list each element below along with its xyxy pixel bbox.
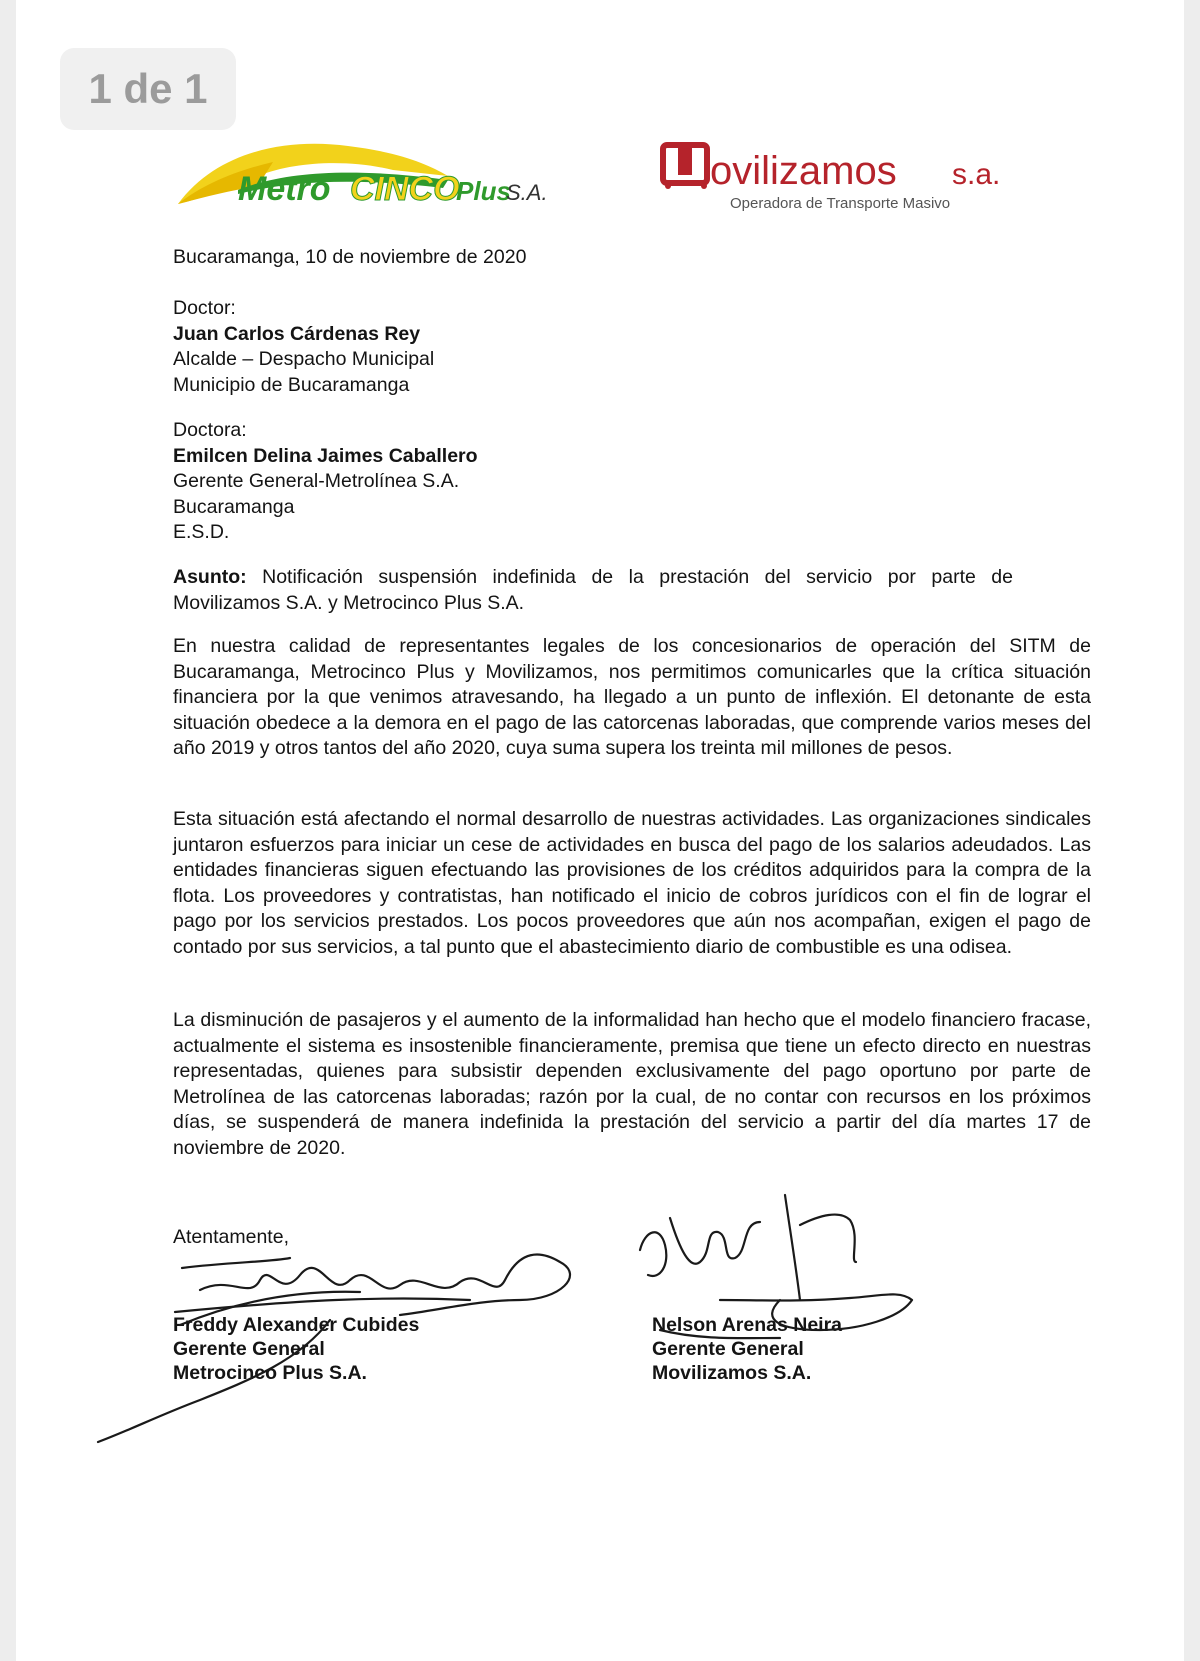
logo-text-movilizamos: ovilizamos bbox=[710, 149, 897, 193]
signature-block-right bbox=[652, 1313, 842, 1385]
recipient2-salutation: Doctora: bbox=[173, 419, 247, 441]
signatory-right-company: Movilizamos S.A. bbox=[652, 1362, 812, 1384]
subject-text: Notificación suspensión indefinida de la prestación del servicio por parte de Movilizamos S.A. y Metrocinco Plus S.A. bbox=[173, 566, 1013, 614]
logo-text-metro: Metro bbox=[238, 170, 331, 208]
recipient2-title: Gerente General-Metrolínea S.A. bbox=[173, 470, 460, 492]
date-line: Bucaramanga, 10 de noviembre de 2020 bbox=[173, 246, 527, 268]
body-paragraph-3: La disminución de pasajeros y el aumento de la informalidad han hecho que el modelo financiero fracase, actualmente el sistema es insostenible financieramente, premisa que tiene un efecto directo en nuestras representadas, quienes para subsistir dependen exclusivamente del pago oportuno por parte de Metrolínea de las catorcenas laboradas; razón por la cual, de no contar con recursos en los próximos días, se suspenderá de manera indefinida la prestación del servicio a partir del día martes 17 de noviembre de 2020. bbox=[173, 1009, 1091, 1159]
body-paragraph-2: Esta situación está afectando el normal desarrollo de nuestras actividades. Las organizaciones sindicales juntaron esfuerzos para iniciar un cese de actividades en busca del pago de los salarios adeudados. Las entidades financieras siguen efectuando las provisiones de los créditos adquiridos para la compra de la flota. Los proveedores y contratistas, han notificado el inicio de cobros jurídicos con el fin de lograr el pago por los servicios prestados. Los pocos proveedores que aún nos acompañan, exigen el pago de contado por sus servicios, a tal punto que el abastecimiento diario de combustible es una odisea. bbox=[173, 808, 1091, 958]
logo-text-sa: S.A. bbox=[506, 180, 548, 205]
recipient1-title: Alcalde – Despacho Municipal bbox=[173, 348, 435, 370]
subject-line bbox=[173, 565, 1013, 616]
logo-text-sa-right: s.a. bbox=[952, 158, 1001, 191]
recipient2-city: Bucaramanga bbox=[173, 495, 295, 518]
body-paragraph-1: En nuestra calidad de representantes legales de los concesionarios de operación del SITM de Bucaramanga, Metrocinco Plus y Movilizamos, nos permitimos comunicarles que la crítica situación financiera por la que venimos atravesando, ha llegado a un punto de inflexión. El detonante de esta situación obedece a la demora en el pago de las catorcenas laboradas, que comprende varios meses del año 2019 y otros tantos del año 2020, cuya suma supera los treinta mil millones de pesos. bbox=[173, 635, 1091, 759]
closing-line: Atentamente, bbox=[173, 1226, 289, 1248]
recipient-block-2 bbox=[173, 418, 1091, 546]
recipient2-esd: E.S.D. bbox=[173, 521, 230, 543]
signatory-right-title: Gerente General bbox=[652, 1338, 804, 1360]
signatory-left-title: Gerente General bbox=[173, 1338, 325, 1360]
logo-text-cinco: CINCO bbox=[350, 170, 460, 208]
signatory-left-name: Freddy Alexander Cubides bbox=[173, 1314, 420, 1336]
recipient2-name: Emilcen Delina Jaimes Caballero bbox=[173, 444, 478, 467]
movilizamos-logo bbox=[660, 140, 1030, 220]
logo-tagline: Operadora de Transporte Masivo bbox=[730, 195, 951, 212]
logo-text-plus: Plus bbox=[456, 176, 511, 206]
recipient1-salutation: Doctor: bbox=[173, 297, 236, 319]
page-counter: 1 de 1 bbox=[60, 48, 236, 130]
subject-label: Asunto: bbox=[173, 566, 247, 588]
recipient1-org: Municipio de Bucaramanga bbox=[173, 373, 410, 396]
signatory-left-company: Metrocinco Plus S.A. bbox=[173, 1362, 367, 1384]
metrocinco-logo bbox=[178, 140, 578, 220]
recipient-block-1 bbox=[173, 296, 1091, 398]
recipient1-name: Juan Carlos Cárdenas Rey bbox=[173, 322, 421, 345]
signature-block-left bbox=[173, 1313, 419, 1385]
signatory-right-name: Nelson Arenas Neira bbox=[652, 1314, 843, 1336]
